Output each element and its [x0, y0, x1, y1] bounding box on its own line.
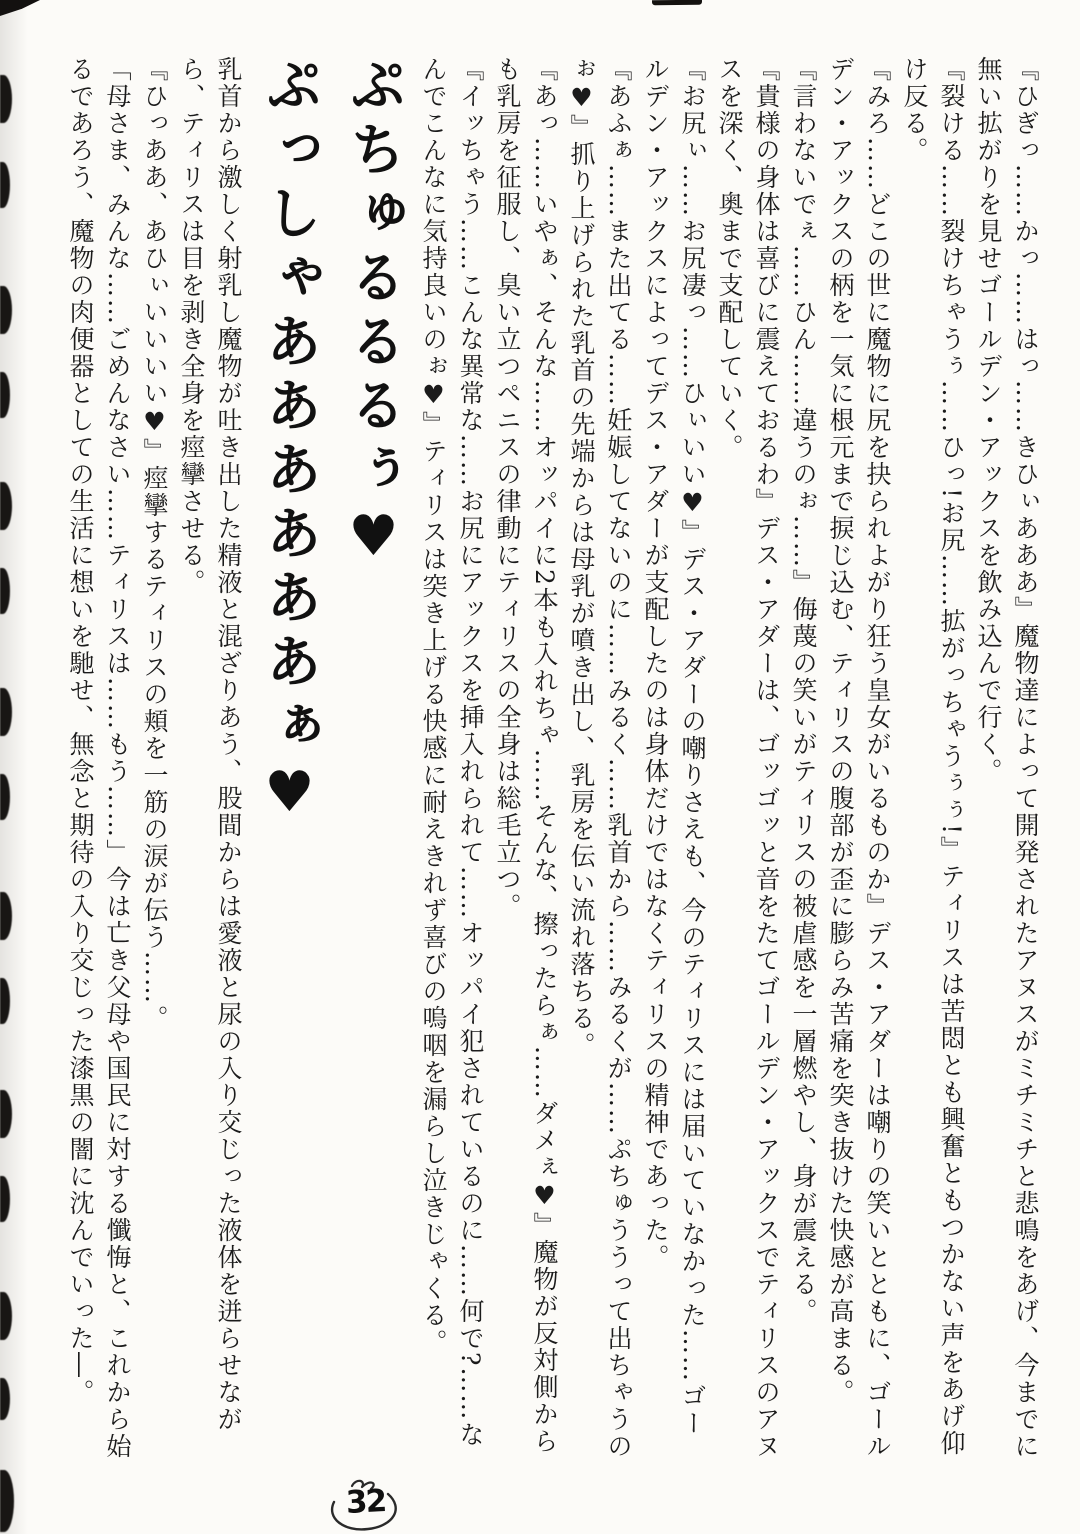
scan-artifact: [0, 162, 10, 208]
paragraph: 「母さま、みんな……ごめんなさい……ティリスは……もう……」今は亡き父母や国民に対する懺悔と、これから始るであろう、魔物の肉便器としての生活に想いを馳せ、無念と期待の入り交じった漆黒の闇に沈んでいった―。: [66, 56, 132, 1460]
paragraph: 『ひぎっ……かっ……はっ……きひぃあああ』魔物達によって開発されたアヌスがミチミチと悲鳴をあげ、今までに無い拡がりを見せゴールデン・アックスを飲み込んで行く。: [974, 56, 1040, 1460]
paragraph: 『イッちゃう……こんな異常な……お尻にアックスを挿入れられて……オッパイ犯されているのに……何で?……なんでこんなに気持良いのぉ♥』ティリスは突き上げる快感に耐えきれず喜びの嗚咽を漏らし泣きじゃくる。: [419, 56, 485, 1449]
scan-artifact: [0, 978, 10, 1024]
page-number-area: [318, 1476, 414, 1534]
scan-artifact: [0, 0, 40, 16]
paragraph: 『言わないでぇ……ひん……違うのぉ……』侮蔑の笑いがティリスの被虐感を一層燃やし、身が震える。: [789, 56, 818, 1325]
scan-artifact: [0, 286, 12, 334]
scan-artifact: [0, 774, 10, 820]
sfx-line: ぷちゅるるるぅ♥: [341, 56, 406, 577]
scan-artifact: [0, 482, 12, 530]
sfx-line: ぷっしゃああああああぁ♥: [257, 56, 322, 833]
paragraph: 『ひっああ、あひぃいいいい♥』痙攣するティリスの頬を一筋の涙が伝う……。: [140, 56, 169, 1032]
page-number: 32: [345, 1483, 387, 1521]
scan-artifact: [0, 75, 12, 123]
scan-artifact: [0, 1292, 12, 1340]
vertical-text-block: [34, 56, 1044, 1460]
scan-artifact: [0, 1470, 14, 1532]
scan-artifact: [0, 568, 10, 614]
scan-artifact: [0, 1176, 10, 1222]
scan-artifact: [0, 892, 12, 940]
scan-artifact: [652, 0, 702, 5]
paragraph: 『みろ……どこの世に魔物に尻を抉られよがり狂う皇女がいるものか』デス・アダーは嘲りの笑いとともに、ゴールデン・アックスの柄を一気に根元まで捩じ込む、ティリスの腹部が歪に膨らみ苦痛を突き抜けた快感が高まる。: [826, 56, 892, 1460]
paragraph: 『裂ける……裂けちゃうぅ……ひっ!お尻……拡がっちゃうぅぅ!』ティリスは苦悶とも興奮ともつかない声をあげ仰け反る。: [900, 56, 966, 1458]
paragraph: 『お尻ぃ……お尻凄っ……ひぃいい♥』デス・アダーの嘲りさえも、今のティリスには届いていなかった……ゴールデン・アックスによってデス・アダーが支配したのは身体だけではなくティリスの精神であった。: [641, 56, 707, 1437]
paragraph: 『貴様の身体は喜びに震えておるわ』デス・アダーは、ゴッゴッと音をたてゴールデン・アックスでティリスのアヌスを深く、奥まで支配していく。: [715, 56, 781, 1460]
paragraph: 『あっ……いやぁ、そんな……オッパイに2本も入れちゃ……そんな、擦ったらぁ……ダメぇ♥』魔物が反対側からも乳房を征服し、臭い立つペニスの律動にティリスの全身は総毛立つ。: [493, 56, 559, 1455]
scan-artifact: [0, 1090, 12, 1138]
scan-artifact: [0, 1378, 10, 1420]
scan-artifact: [0, 372, 10, 418]
paragraph: 乳首から激しく射乳し魔物が吐き出した精液と混ざりあう、股間からは愛液と尿の入り交じった液体を迸らせながら、ティリスは目を剥き全身を痙攣させる。: [177, 56, 243, 1433]
paragraph: 『あふぁ……また出てる……妊娠してないのに……みるく……乳首から……みるくが……ぷちゅううって出ちゃうのぉ♥』抓り上げられた乳首の先端からは母乳が噴き出し、乳房を伝い流れ落ちる。: [567, 56, 633, 1460]
scan-artifact: [0, 688, 12, 736]
